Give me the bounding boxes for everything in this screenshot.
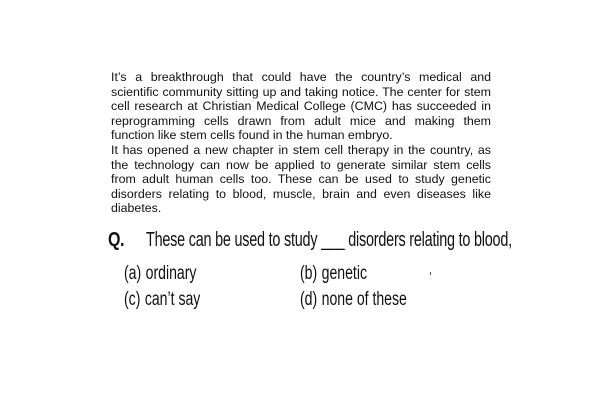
option-c-letter: (c) [124,289,141,310]
passage-paragraph-2: It has opened a new chapter in stem cell therapy in the country, as the technology can now be applied to generate similar stem cells from adult human cells too. These can be used to study genetic disorders relating to blood, muscle, brain and even diseases like diabetes. [111,142,491,216]
option-a [124,263,196,285]
option-a-letter: (a) [124,263,142,284]
passage-paragraph-1: It’s a breakthrough that could have the country’s medical and scientific community sitting up and taking notice. The center for stem cell research at Christian Medical College (CMC) has succeeded in reprogramming cells drawn from adult mice and making them function like stem cells found in the human embryo. [111,70,491,143]
ink-speck [430,272,431,275]
question-text: These can be used to study ___ disorders relating to blood, [146,229,512,251]
option-b-letter: (b) [300,263,318,284]
option-c [124,289,200,311]
option-d-text: none of these [321,289,407,310]
question-label: Q. [108,229,125,251]
option-b-text: genetic [321,263,367,284]
option-a-text: ordinary [145,263,197,284]
option-d-letter: (d) [300,289,318,310]
option-b [300,263,367,285]
passage [111,70,491,216]
option-d [300,289,407,311]
option-c-text: can’t say [144,289,201,310]
